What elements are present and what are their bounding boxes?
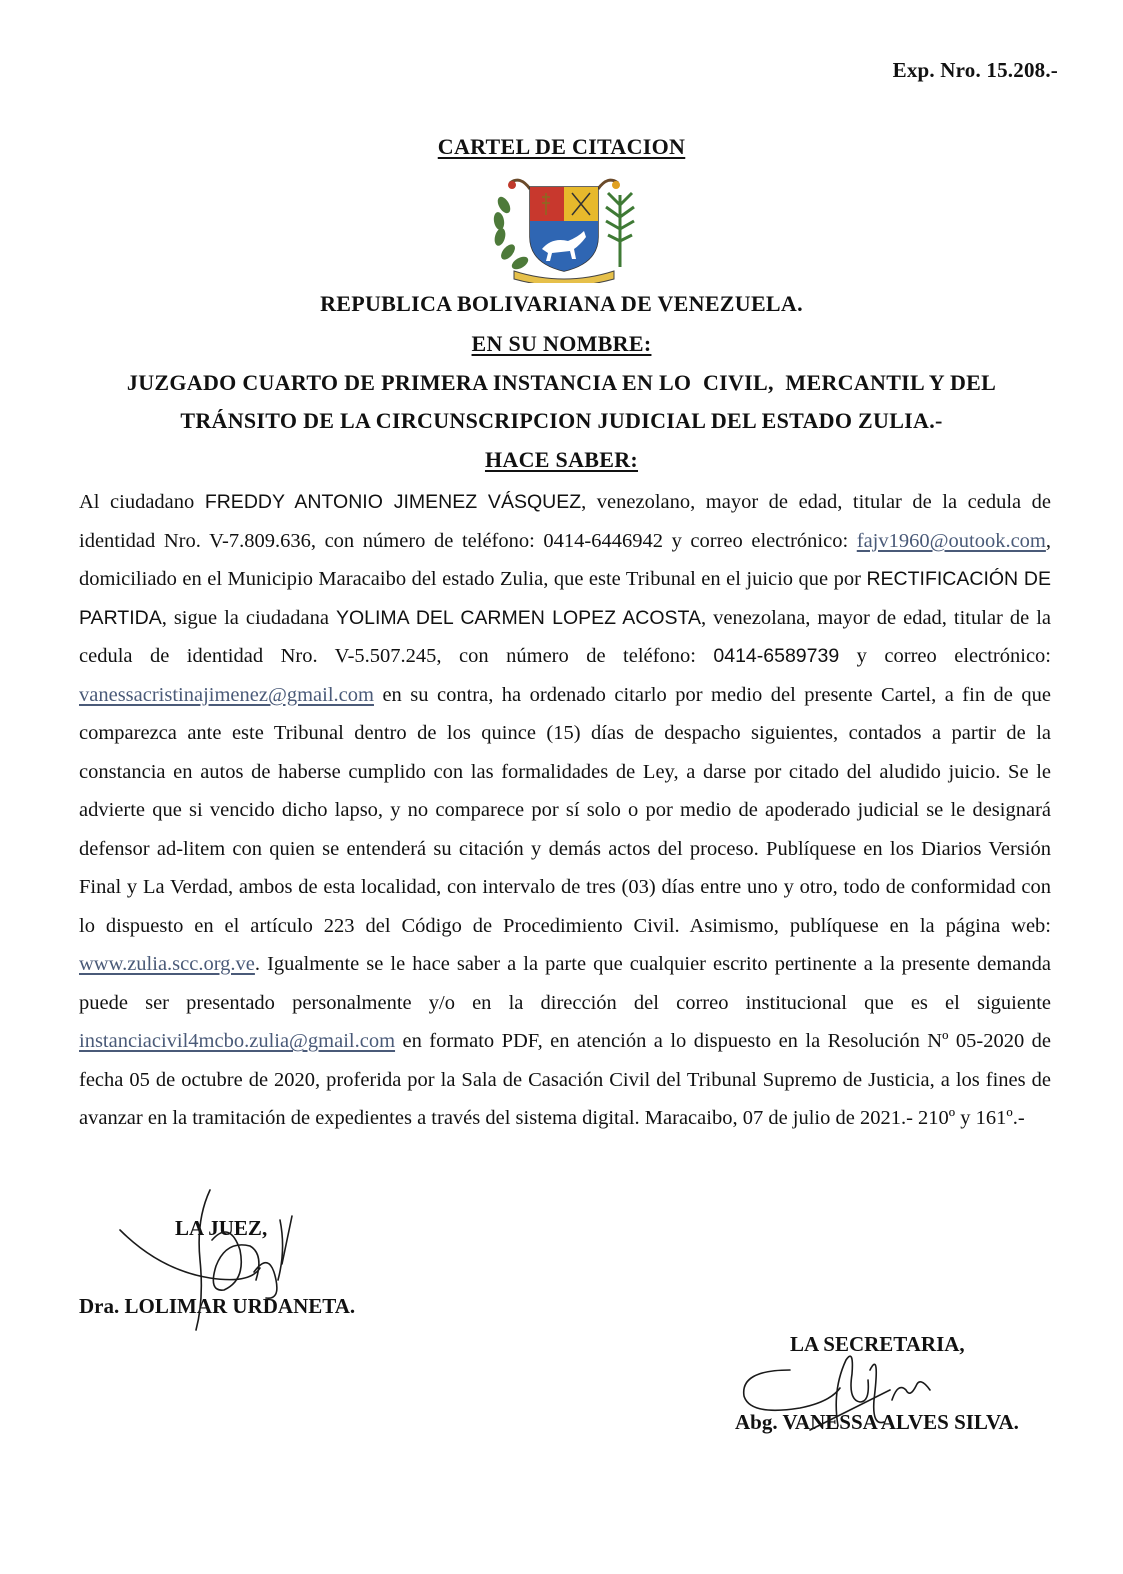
- body-text: , sigue la ciudadana: [161, 606, 336, 629]
- case-type: RECTIFICACIÓN DE PARTIDA: [79, 568, 1051, 629]
- venezuela-coat-of-arms-icon: [490, 175, 638, 283]
- plaintiff-email-link[interactable]: vanessacristinajimenez@gmail.com: [79, 683, 374, 706]
- cited-person-name: FREDDY ANTONIO JIMENEZ VÁSQUEZ: [204, 491, 582, 513]
- plaintiff-name: YOLIMA DEL CARMEN LOPEZ ACOSTA: [335, 606, 701, 629]
- court-heading-line2: TRÁNSITO DE LA CIRCUNSCRIPCION JUDICIAL DEL ESTADO ZULIA.-: [180, 408, 943, 433]
- body-text: , domiciliado en el Municipio Maracaibo del estado Zulia, que este Tribunal en el juicio que por: [79, 529, 1051, 590]
- website-link[interactable]: www.zulia.scc.org.ve: [79, 953, 255, 975]
- expediente-number: Exp. Nro. 15.208.-: [892, 58, 1058, 82]
- body-text: , venezolano, mayor de edad, titular de la cedula de identidad Nro. V-7.809.636, con número de teléfono: 0414-6446942 y correo electrónico:: [79, 491, 1051, 552]
- body-text: Al ciudadano: [79, 491, 205, 513]
- body-text: en formato PDF, en atención a lo dispuesto en la Resolución Nº 05-2020 de fecha 05 de octubre de 2020, proferida por la Sala de Casación Civil del Tribunal Supremo de Justicia, a los fines de avanzar en la tramitación de expedientes a través del sistema digital. Maracaibo, 07 de julio de 2021.- 210º y 161º.-: [79, 1030, 1051, 1129]
- en-su-nombre-heading: EN SU NOMBRE:: [471, 331, 652, 356]
- body-text: . Igualmente se le hace saber a la parte que cualquier escrito pertinente a la presente demanda puede ser presentado personalmente y/o en la dirección del correo institucional que es el siguiente: [79, 953, 1051, 1014]
- secretary-label: LA SECRETARIA,: [790, 1332, 965, 1356]
- body-text: en su contra, ha ordenado citarlo por medio del presente Cartel, a fin de que comparezca ante este Tribunal dentro de los quince (15) días de despacho siguientes, contados a partir de la constancia en autos de haberse cumplido con las formalidades de Ley, a darse por citado del aludido juicio. Se le advierte que si vencido dicho lapso, y no comparece por sí solo o por medio de apoderado judicial se le designará defensor ad-litem con quien se entenderá su citación y demás actos del proceso. Publíquese en los Diarios Versión Final y La Verdad, ambos de esta localidad, con intervalo de tres (03) días entre uno y otro, todo de conformidad con lo dispuesto en el artículo 223 del Código de Procedimiento Civil. Asimismo, publíquese en la página web:: [79, 683, 1051, 937]
- republic-heading: REPUBLICA BOLIVARIANA DE VENEZUELA.: [320, 291, 803, 316]
- document-title: CARTEL DE CITACION: [437, 134, 686, 159]
- plaintiff-phone: 0414-6589739: [713, 645, 840, 667]
- institutional-email-link[interactable]: instanciacivil4mcbo.zulia@gmail.com: [79, 1030, 396, 1052]
- citation-body: [79, 483, 1051, 1138]
- court-heading-line1: JUZGADO CUARTO DE PRIMERA INSTANCIA EN LO CIVIL, MERCANTIL Y DEL: [126, 370, 997, 395]
- judge-label: LA JUEZ,: [175, 1216, 268, 1240]
- cited-person-email-link[interactable]: fajv1960@outook.com: [856, 529, 1046, 552]
- judge-signature-icon: [100, 1180, 320, 1345]
- body-text: , venezolana, mayor de edad, titular de la cedula de identidad Nro. V-5.507.245, con número de teléfono:: [79, 606, 1051, 667]
- hace-saber-heading: HACE SABER:: [484, 447, 639, 472]
- body-text: y correo electrónico:: [839, 645, 1051, 667]
- secretary-name: Abg. VANESSA ALVES SILVA.: [735, 1410, 1019, 1434]
- judge-name: Dra. LOLIMAR URDANETA.: [79, 1294, 356, 1318]
